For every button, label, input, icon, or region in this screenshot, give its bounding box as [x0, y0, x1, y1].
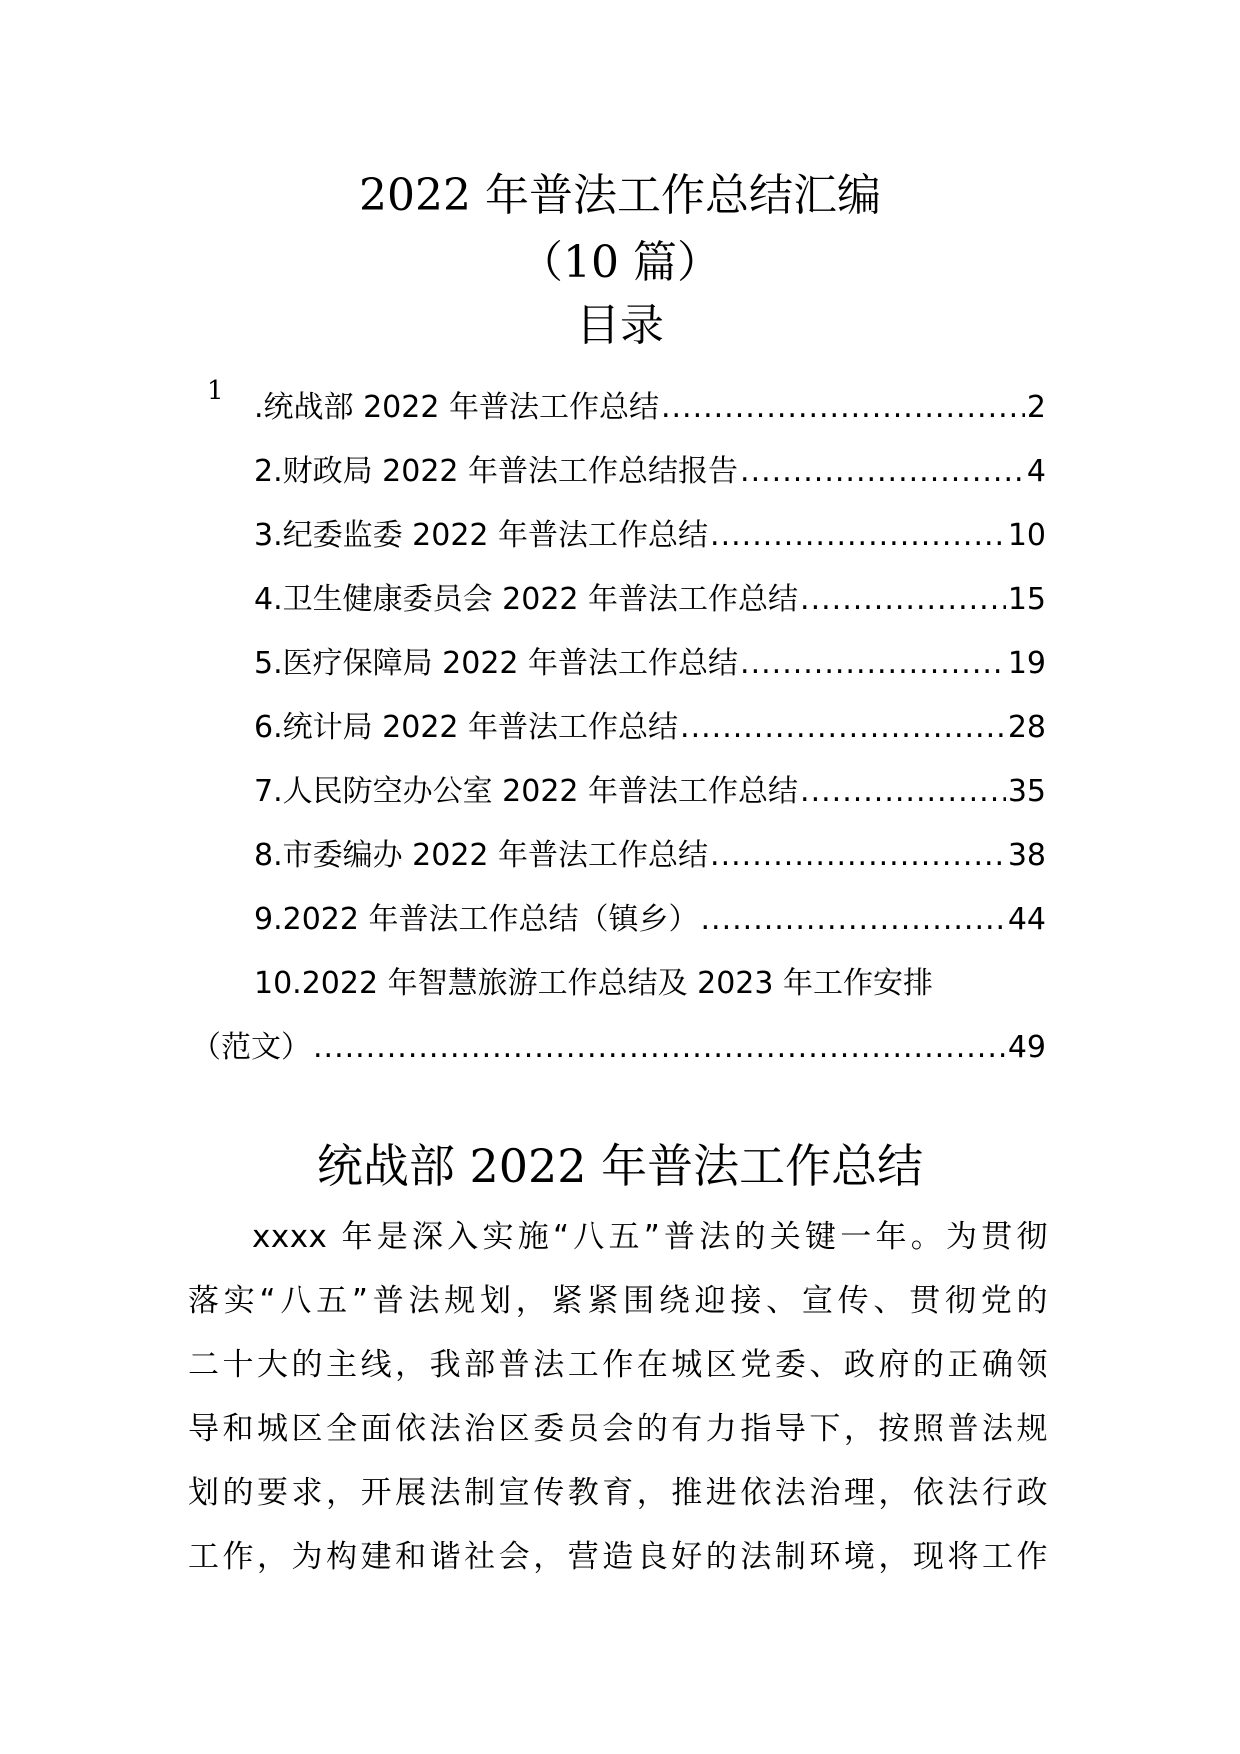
toc-item-label: 4.卫生健康委员会 2022 年普法工作总结	[254, 582, 799, 617]
document-title: 2022 年普法工作总结汇编	[359, 170, 881, 221]
toc-heading: 目录	[576, 300, 664, 351]
toc-item-label: 3.纪委监委 2022 年普法工作总结	[254, 518, 709, 553]
toc-leader	[313, 1028, 1006, 1068]
toc-item[interactable]	[254, 768, 1046, 812]
toc-item[interactable]	[254, 512, 1046, 556]
toc-item-label: （范文）	[191, 1030, 311, 1065]
toc-item[interactable]	[254, 640, 1046, 684]
toc-item-page: 2	[1026, 390, 1046, 425]
body-line: 划的要求，开展法制宣传教育，推进依法治理，依法行政	[188, 1475, 1048, 1511]
toc-item-page: 4	[1026, 454, 1046, 489]
toc-item-continuation[interactable]	[191, 1024, 1046, 1068]
section-title: 统战部 2022 年普法工作总结	[316, 1139, 924, 1193]
toc-item[interactable]	[254, 448, 1046, 492]
toc-item-page: 35	[1007, 774, 1046, 809]
toc-item-label: 8.市委编办 2022 年普法工作总结	[254, 838, 709, 873]
section-body	[188, 1205, 1048, 1589]
toc-leader	[701, 900, 1006, 940]
toc-leader	[740, 644, 1006, 684]
toc-leader	[710, 516, 1006, 556]
toc-item-page: 44	[1007, 902, 1046, 937]
body-line: xxxx 年是深入实施“八五”普法的关键一年。为贯彻	[252, 1219, 1048, 1255]
document-subtitle: （10 篇）	[519, 237, 721, 288]
body-line: 二十大的主线，我部普法工作在城区党委、政府的正确领	[188, 1347, 1048, 1383]
toc-item-label: 9.2022 年普法工作总结（镇乡）	[254, 902, 699, 937]
toc-item-label: 7.人民防空办公室 2022 年普法工作总结	[254, 774, 799, 809]
toc-leader	[710, 836, 1006, 876]
toc-item-label: 10.2022 年智慧旅游工作总结及 2023 年工作安排	[254, 966, 934, 1001]
toc-item[interactable]	[254, 384, 1046, 428]
toc-item-page: 19	[1007, 646, 1046, 681]
toc-item-label: 2.财政局 2022 年普法工作总结报告	[254, 454, 739, 489]
toc-leader	[740, 452, 1025, 492]
toc-item-page: 49	[1007, 1030, 1046, 1065]
toc-item-page: 38	[1007, 838, 1046, 873]
toc-item-label: 5.医疗保障局 2022 年普法工作总结	[254, 646, 739, 681]
toc-leader	[800, 772, 1006, 812]
toc-item[interactable]	[254, 896, 1046, 940]
body-line: 落实“八五”普法规划，紧紧围绕迎接、宣传、贯彻党的	[188, 1283, 1048, 1319]
body-line: 工作，为构建和谐社会，营造良好的法制环境，现将工作	[188, 1539, 1048, 1575]
toc-item-page: 10	[1007, 518, 1046, 553]
toc-item[interactable]	[254, 576, 1046, 620]
toc-leader	[661, 388, 1025, 428]
toc-item[interactable]	[254, 832, 1046, 876]
page-marker: 1	[207, 376, 224, 406]
toc-item[interactable]	[254, 960, 1046, 1004]
toc-leader	[800, 580, 1006, 620]
toc-item-page: 15	[1007, 582, 1046, 617]
toc-item-page: 28	[1007, 710, 1046, 745]
toc-item-label: .统战部 2022 年普法工作总结	[254, 390, 659, 425]
body-line: 导和城区全面依法治区委员会的有力指导下，按照普法规	[188, 1411, 1048, 1447]
toc-item-label: 6.统计局 2022 年普法工作总结	[254, 710, 679, 745]
toc-leader	[680, 708, 1006, 748]
toc-item[interactable]	[254, 704, 1046, 748]
